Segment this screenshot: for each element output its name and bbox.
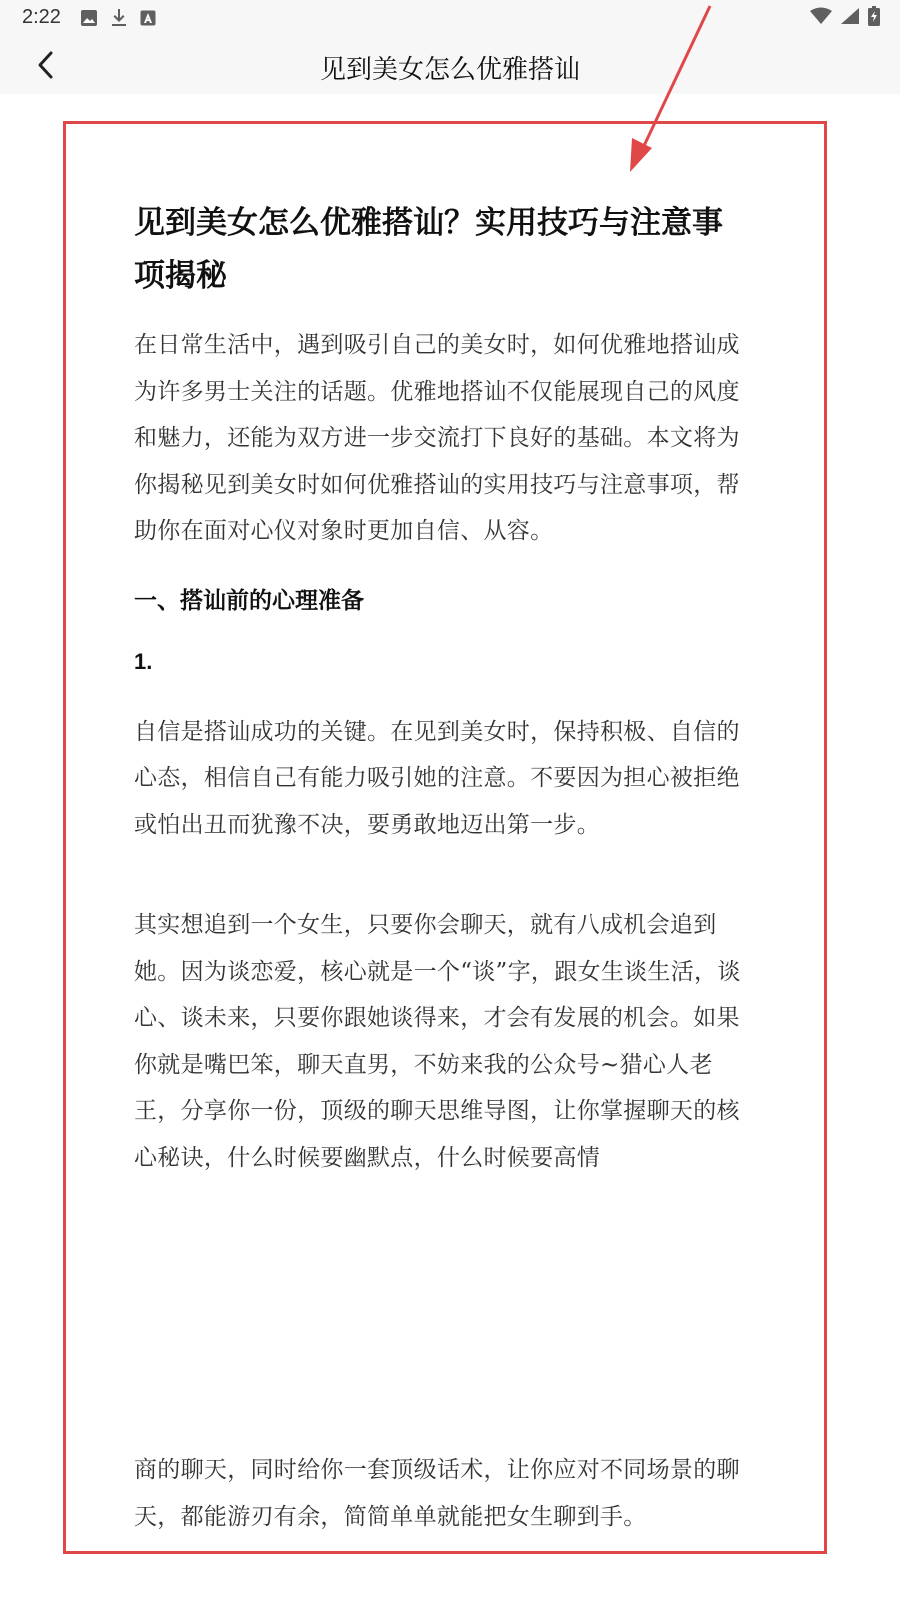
promo-paragraph: 其实想追到一个女生，只要你会聊天，就有八成机会追到她。因为谈恋爱，核心就是一个“谈”字，跟女生谈生活，谈心、谈未来，只要你跟她谈得来，才会有发展的机会。如果你就是嘴巴笨，聊天直男，不妨来我的公众号~猎心人老王，分享你一份，顶级的聊天思维导图，让你掌握聊天的核心秘诀，什么时候要幽默点，什么时候要高情 — [134, 912, 741, 1171]
signal-icon — [840, 7, 860, 25]
article — [134, 196, 750, 1181]
promo-paragraph-continued: 商的聊天，同时给你一套顶级话术，让你应对不同场景的聊天，都能游刃有余，简简单单就能把女生聊到手。 — [134, 1457, 740, 1530]
sub-heading-number: 1. — [134, 648, 153, 674]
article-body-paragraph: 自信是搭讪成功的关键。在见到美女时，保持积极、自信的心态，相信自己有能力吸引她的注意。不要因为担心被拒绝或怕出丑而犹豫不决，要勇敢地迈出第一步。 — [134, 718, 740, 838]
article-title: 见到美女怎么优雅搭讪？实用技巧与注意事项揭秘 — [134, 205, 723, 293]
status-system-icons — [810, 6, 880, 26]
page-title: 见到美女怎么优雅搭讪 — [319, 55, 580, 85]
battery-charging-icon — [868, 6, 880, 26]
back-button[interactable] — [28, 48, 64, 82]
status-bar — [0, 0, 900, 36]
top-nav-bar — [0, 36, 900, 94]
image-icon — [80, 9, 98, 27]
section-heading: 一、搭讪前的心理准备 — [134, 586, 364, 613]
wifi-icon — [810, 7, 832, 25]
article-intro-paragraph: 在日常生活中，遇到吸引自己的美女时，如何优雅地搭讪成为许多男士关注的话题。优雅地搭讪不仅能展现自己的风度和魅力，还能为双方进一步交流打下良好的基础。本文将为你揭秘见到美女时如何优雅搭讪的实用技巧与注意事项，帮助你在面对心仪对象时更加自信、从容。 — [134, 332, 740, 544]
status-time: 2:22 — [22, 6, 61, 28]
status-notification-icons — [80, 8, 156, 28]
download-icon — [110, 8, 128, 28]
font-icon — [140, 10, 156, 26]
chevron-left-icon — [35, 50, 57, 80]
